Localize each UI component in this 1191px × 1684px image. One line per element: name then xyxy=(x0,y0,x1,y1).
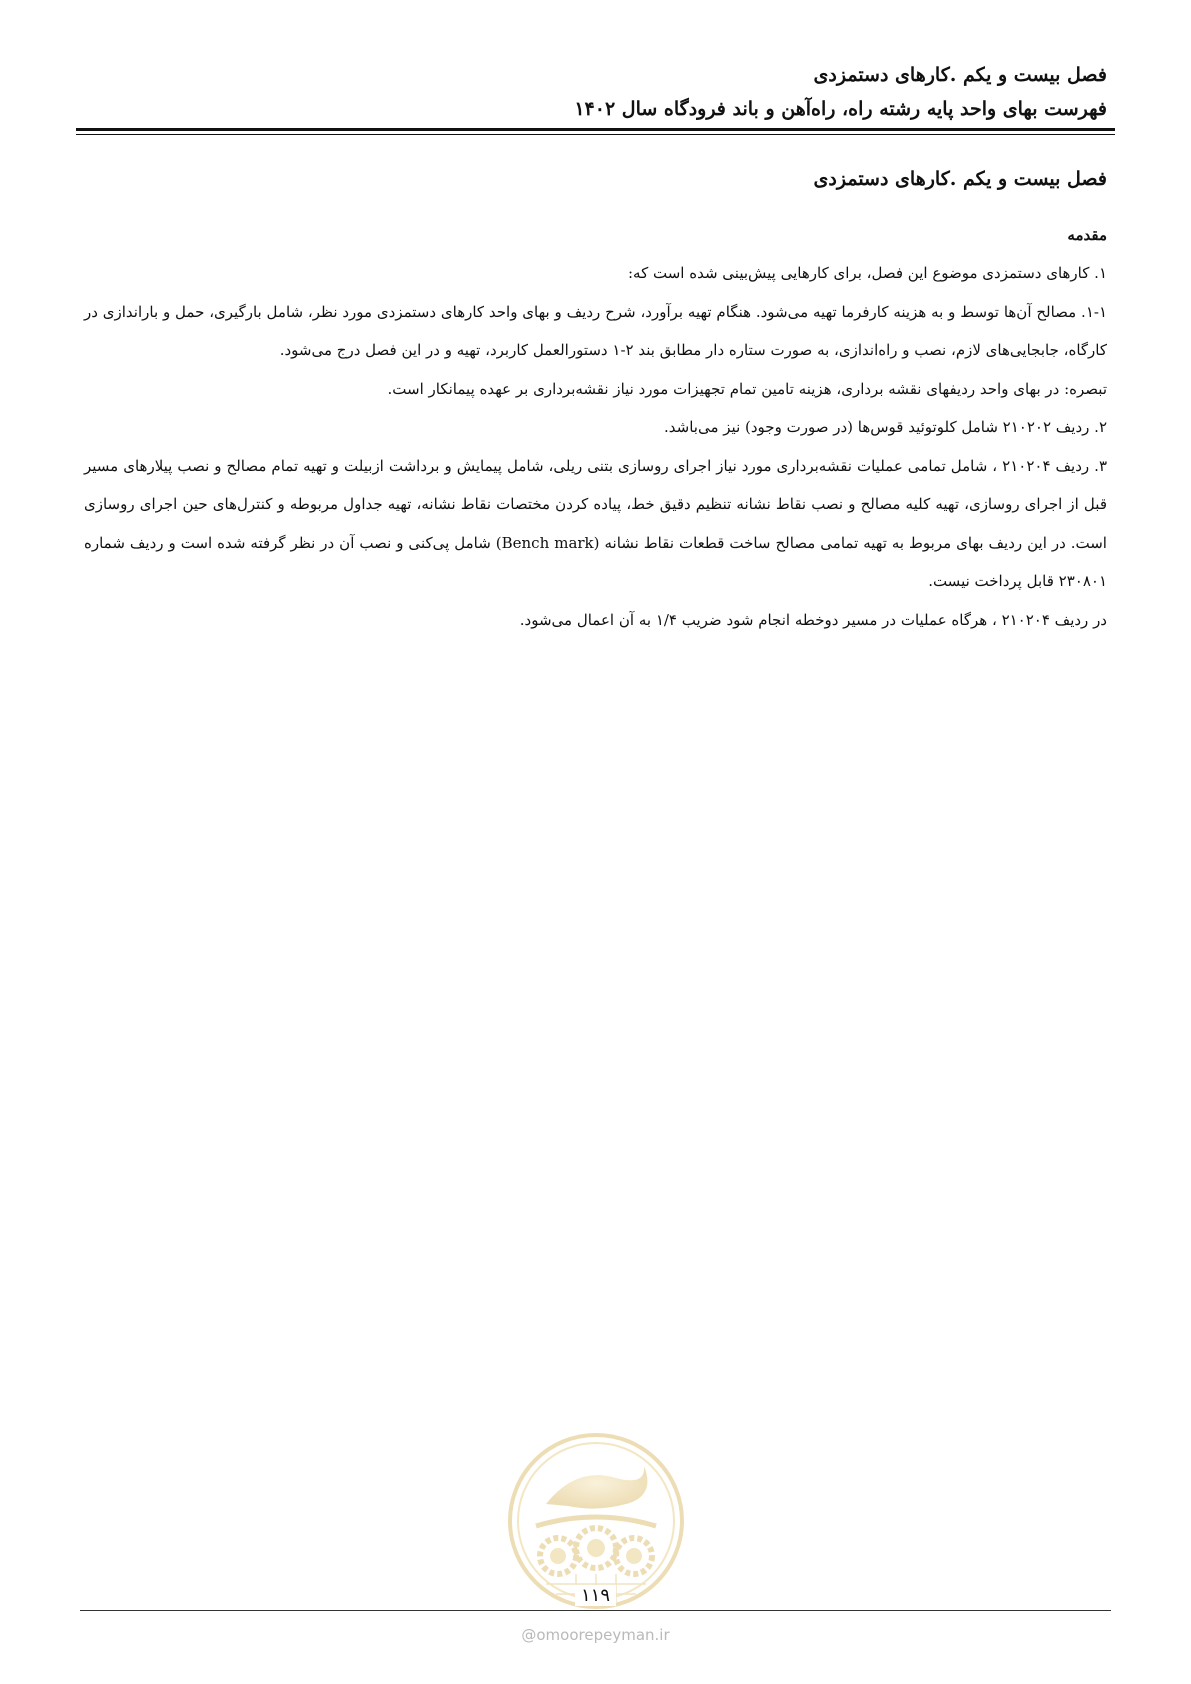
paragraph-1: ۱. کارهای دستمزدی موضوع این فصل، برای کارهایی پیش‌بینی شده است که: xyxy=(628,264,1107,282)
header-rule-thick xyxy=(76,128,1115,131)
watermark-calligraphy xyxy=(546,1466,647,1509)
header-rule-thin xyxy=(76,134,1115,135)
footer-rule xyxy=(80,1610,1111,1611)
paragraph-3: ۳. ردیف ۲۱۰۲۰۴ ، شامل تمامی عملیات نقشه‌برداری مورد نیاز اجرای روسازی بتنی ریلی، شامل پیمایش و برداشت ازبیلت و تهیه تمام مصالح و نصب پیلارهای مسیر قبل از اجرای روسازی، تهیه کلیه مصالح و نصب نقاط نشانه تنظیم دقیق خط، پیاده کردن مختصات نقاط نشانه، تهیه جداول مربوطه و کنترل‌های حین اجرای روسازی است. در این ردیف بهای مربوط به تهیه تمامی مصالح ساخت قطعات نقاط نشانه (Bench mark) شامل پی‌کنی و نصب آن در نظر گرفته شده است و ردیف شماره ۲۳۰۸۰۱ قابل پرداخت نیست. xyxy=(84,456,1107,590)
running-header xyxy=(84,58,1107,126)
watermark-gear-icons xyxy=(540,1528,652,1574)
subheading-introduction: مقدمه xyxy=(1067,226,1107,244)
watermark-swash xyxy=(536,1517,656,1526)
site-url-watermark: @omoorepeyman.ir xyxy=(521,1626,670,1644)
paragraph-4: در ردیف ۲۱۰۲۰۴ ، هرگاه عملیات در مسیر دوخطه انجام شود ضریب ۱/۴ به آن اعمال می‌شود. xyxy=(519,610,1107,629)
page-number-text: ۱۱۹ xyxy=(575,1585,616,1606)
section-title: فصل بیست و یکم .کارهای دستمزدی xyxy=(813,168,1107,190)
main-content xyxy=(84,160,1107,639)
header-document-title: فهرست بهای واحد پایه رشته راه، راه‌آهن و باند فرودگاه سال ۱۴۰۲ xyxy=(574,98,1107,120)
paragraph-1-1: ۱-۱. مصالح آن‌ها توسط و به هزینه کارفرما تهیه می‌شود. هنگام تهیه برآورد، شرح ردیف و بهای واحد کارهای دستمزدی مورد نظر، شامل بارگیری، حمل و باراندازی در کارگاه، جابجایی‌های لازم، نصب و راه‌اندازی، به صورت ستاره دار مطابق بند ۲-۱ دستورالعمل کاربرد، تهیه و در این فصل درج می‌شود. xyxy=(84,302,1107,359)
paragraph-2: ۲. ردیف ۲۱۰۲۰۲ شامل کلوتوئید قوس‌ها (در صورت وجود) نیز می‌باشد. xyxy=(664,418,1107,436)
paragraph-note: تبصره: در بهای واحد ردیفهای نقشه برداری، هزینه تامین تمام تجهیزات مورد نیاز نقشه‌برداری بر عهده پیمانکار است. xyxy=(387,379,1107,398)
page-number xyxy=(0,1584,1191,1608)
header-chapter-title: فصل بیست و یکم .کارهای دستمزدی xyxy=(813,64,1107,86)
